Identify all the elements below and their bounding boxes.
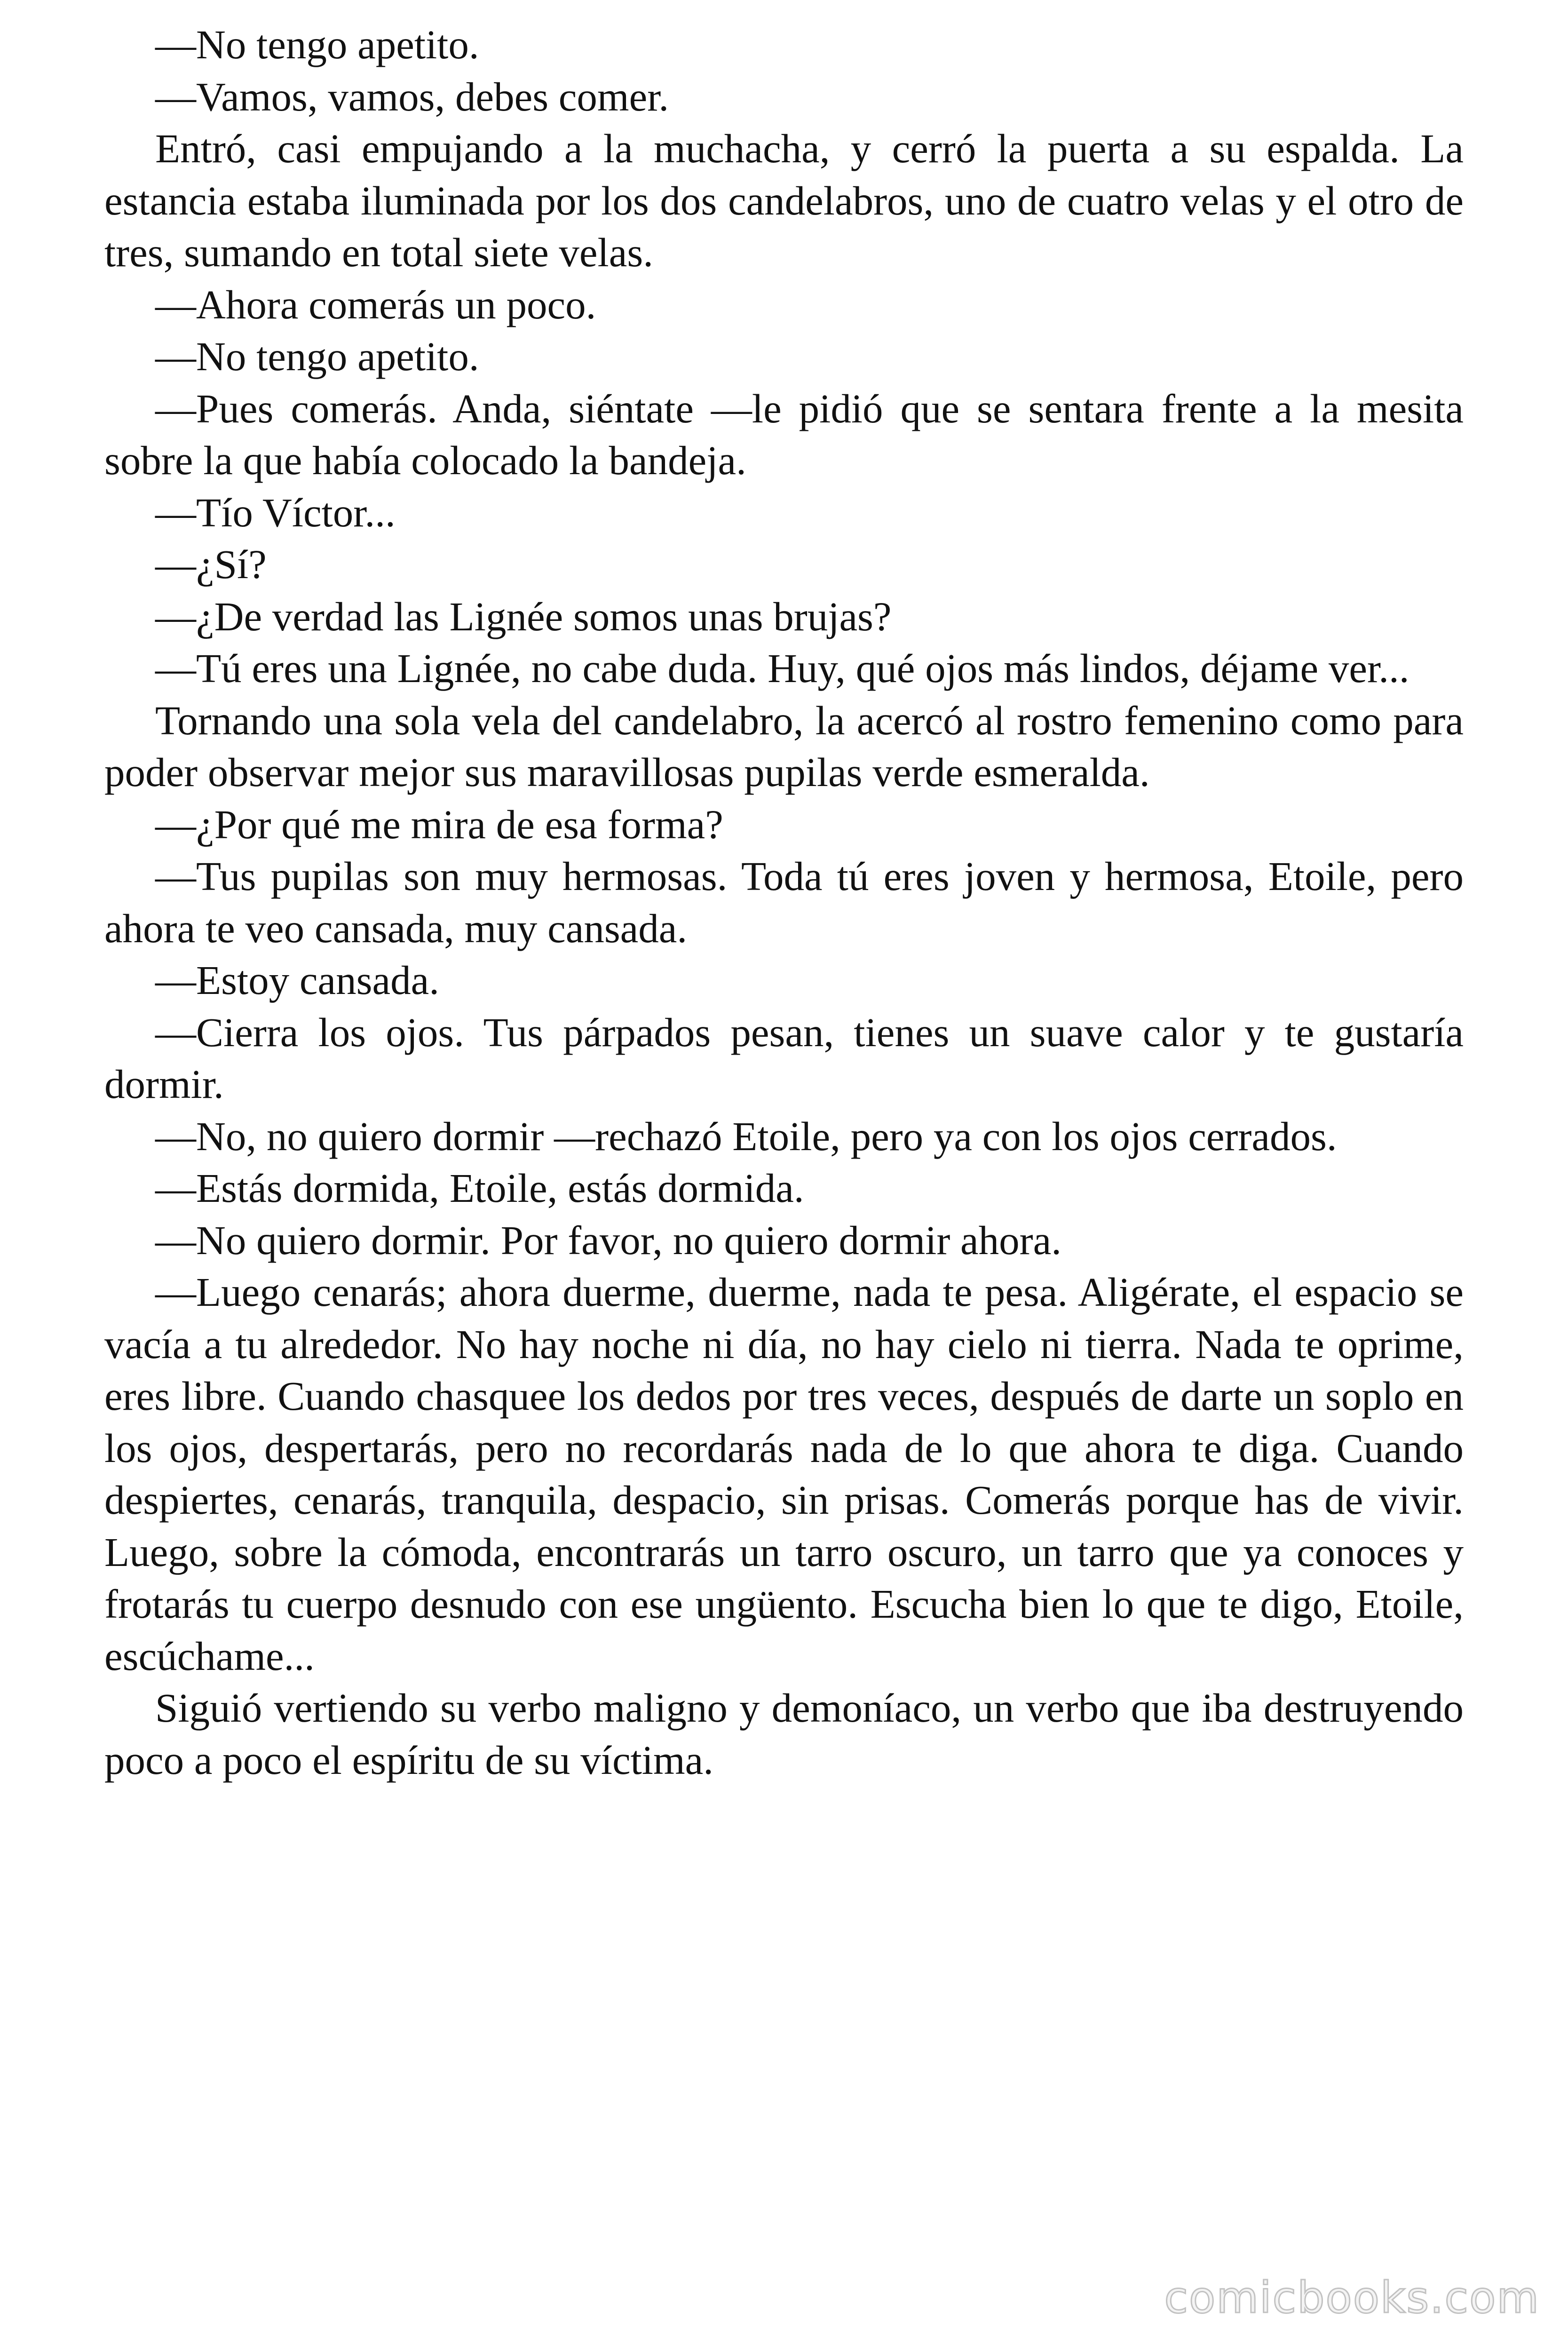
paragraph: —Pues comerás. Anda, siéntate —le pidió que se sentara frente a la mesita sobre la que había colocado la bandeja. <box>104 385 1464 483</box>
paragraph: —No quiero dormir. Por favor, no quiero dormir ahora. <box>155 1217 1061 1263</box>
body-text <box>104 19 1464 1786</box>
watermark: comicbooks.com <box>1164 2273 1540 2323</box>
paragraph: —Estoy cansada. <box>155 957 439 1003</box>
paragraph: —No tengo apetito. <box>155 22 479 67</box>
paragraph: —¿De verdad las Lignée somos unas brujas? <box>155 593 892 639</box>
paragraph: Entró, casi empujando a la muchacha, y cerró la puerta a su espalda. La estancia estaba iluminada por los dos candelabros, uno de cuatro velas y el otro de tres, sumando en total siete velas. <box>104 126 1464 275</box>
paragraph: —No tengo apetito. <box>155 334 479 379</box>
paragraph: —Vamos, vamos, debes comer. <box>155 73 669 119</box>
paragraph: —¿Por qué me mira de esa forma? <box>155 801 723 847</box>
paragraph: —Tú eres una Lignée, no cabe duda. Huy, qué ojos más lindos, déjame ver... <box>155 645 1410 691</box>
paragraph: —No, no quiero dormir —rechazó Etoile, pero ya con los ojos cerrados. <box>155 1113 1337 1159</box>
paragraph: —Luego cenarás; ahora duerme, duerme, nada te pesa. Aligérate, el espacio se vacía a tu alrededor. No hay noche ni día, no hay cielo ni tierra. Nada te oprime, eres libre. Cuando chasquee los dedos por tres veces, después de darte un soplo en los ojos, despertarás, pero no recordarás nada de lo que ahora te diga. Cuando despiertes, cenarás, tranquila, despacio, sin prisas. Comerás porque has de vivir. Luego, sobre la cómoda, encontrarás un tarro oscuro, un tarro que ya conoces y frotarás tu cuerpo desnudo con ese ungüento. Escucha bien lo que te digo, Etoile, escúchame... <box>104 1269 1464 1679</box>
paragraph: Siguió vertiendo su verbo maligno y demoníaco, un verbo que iba destruyendo poco a poco el espíritu de su víctima. <box>104 1685 1464 1783</box>
paragraph: —Tus pupilas son muy hermosas. Toda tú eres joven y hermosa, Etoile, pero ahora te veo cansada, muy cansada. <box>104 853 1464 951</box>
paragraph: —Tío Víctor... <box>155 489 396 535</box>
paragraph: —Ahora comerás un poco. <box>155 281 596 327</box>
paragraph: —Estás dormida, Etoile, estás dormida. <box>155 1165 804 1211</box>
paragraph: —Cierra los ojos. Tus párpados pesan, tienes un suave calor y te gustaría dormir. <box>104 1009 1464 1107</box>
paragraph: —¿Sí? <box>155 541 267 587</box>
paragraph: Tornando una sola vela del candelabro, la acercó al rostro femenino como para poder observar mejor sus maravillosas pupilas verde esmeralda. <box>104 697 1464 795</box>
